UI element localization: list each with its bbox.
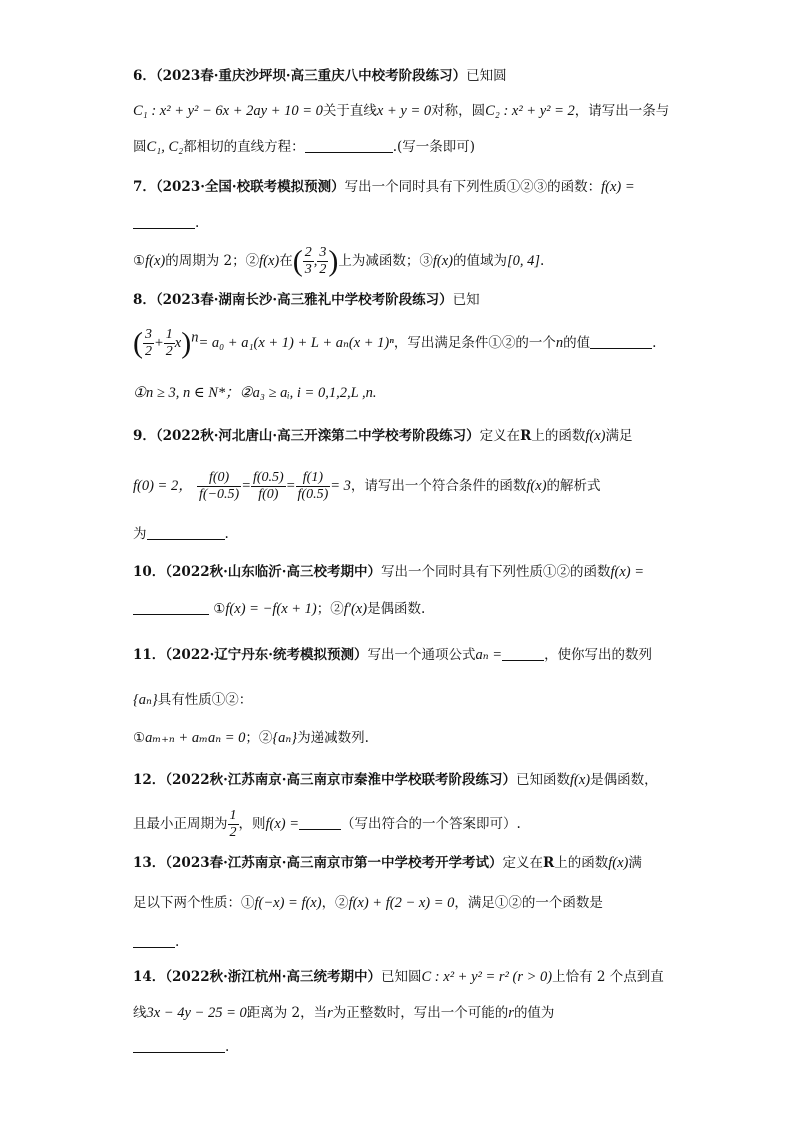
- q13-fx: f(x): [608, 855, 629, 871]
- q9-fx: f(x): [526, 478, 547, 494]
- q6-circle1-eq: C₁ : x² + y² − 6x + 2ay + 10 = 0: [133, 103, 323, 119]
- q13-line1: [133, 853, 642, 873]
- q7-line1: [133, 177, 635, 197]
- q10-line2: [133, 599, 425, 619]
- q13-text: 定义在: [502, 855, 544, 871]
- q7-paren: ): [328, 244, 339, 278]
- q6-text: .(写一条即可): [392, 139, 476, 155]
- q9-frac: $\frac{f(1)}{f(0.5)}$: [297, 470, 329, 502]
- q9-eq: = 3: [330, 478, 351, 494]
- q7-text: 在: [279, 253, 293, 269]
- q11-text: ①: [133, 730, 146, 746]
- q13-math: f(x) + f(2 − x) = 0: [348, 895, 455, 911]
- q13-text: ，满足①②的一个函数是: [454, 895, 603, 911]
- q10-text: 写出一个同时具有下列性质①②的函数: [381, 564, 611, 580]
- q14-line2: [133, 1003, 554, 1023]
- q7-text: .: [195, 215, 200, 231]
- q9-text: 的解析式: [546, 478, 601, 494]
- q14-text: 线: [133, 1005, 147, 1021]
- q10-source: 10．（2022秋·山东临沂·高三校考期中）: [133, 564, 382, 580]
- q10-text: ①: [213, 601, 226, 617]
- q9-frac: $\frac{f(0)}{f(-0.5)}$: [199, 470, 240, 502]
- answer-blank[interactable]: [590, 334, 652, 349]
- q8-text: 已知: [452, 292, 480, 308]
- q11-source: 11．（2022·辽宁丹东·统考模拟预测）: [133, 647, 368, 663]
- q13-text: ，②: [321, 895, 349, 911]
- q9-source: 9．（2022秋·河北唐山·高三开滦第二中学校考阶段练习）: [133, 428, 480, 444]
- q14-line1: [133, 967, 664, 987]
- q9-f0: f(0) = 2，: [133, 478, 193, 494]
- q11-math: aₘ₊ₙ + aₘaₙ = 0: [145, 730, 246, 746]
- q11-an: aₙ =: [475, 647, 503, 663]
- q6-text: ，请写出一条与: [574, 103, 670, 119]
- q10-line1: [133, 562, 644, 582]
- q7-fx: f(x) =: [601, 179, 635, 195]
- q8-conditions: ①n ≥ 3, n ∈ N*；②a₃ ≥ aᵢ, i = 0,1,2,L ,n.: [133, 385, 377, 401]
- q14-text: 为正整数时，写出一个可能的: [332, 1005, 509, 1021]
- answer-blank[interactable]: [299, 815, 341, 830]
- q9-R: R: [520, 428, 532, 444]
- q8-text: .: [652, 335, 657, 351]
- q13-math: f(−x) = f(x): [254, 895, 322, 911]
- q6-text: 已知圆: [466, 68, 507, 84]
- q9-text: 为: [133, 526, 147, 542]
- q14-r: r: [327, 1005, 333, 1021]
- q13-source: 13．（2023春·江苏南京·高三南京市第一中学校考开学考试）: [133, 855, 503, 871]
- q7-text: 的值域为: [453, 253, 507, 269]
- q8-line1: [133, 290, 480, 310]
- q14-line3: [133, 1037, 229, 1057]
- q8-source: 8．（2023春·湖南长沙·高三雅礼中学校考阶段练习）: [133, 292, 453, 308]
- q8-line2: ( $\frac{3}{2}$ + $\frac{1}{2}$ x)$^n$= a₀ + a₁(x + 1) + L + aₙ(x + 1)ⁿ，写出满足条件①②的一个n的值 .: [133, 326, 657, 360]
- q11-math: {aₙ}: [272, 730, 298, 746]
- q8-paren: (: [133, 326, 143, 360]
- q10-fx: f(x) =: [610, 564, 645, 580]
- q8-text: ，写出满足条件①②的一个: [393, 335, 556, 351]
- q9-fx: f(x): [585, 428, 606, 444]
- q8-paren: ): [181, 326, 192, 360]
- q10-math: f′(x): [343, 601, 368, 617]
- q6-source: 6．（2023春·重庆沙坪坝·高三重庆八中校考阶段练习）: [133, 68, 467, 84]
- q9-line2: f(0) = 2， $\frac{f(0)}{f(-0.5)}$ = $\frac{f(0.5)}{f(0)}$ = $\frac{f(1)}{f(0.5)}$ = 3，请写出一个符合条件的函数f(x)的解析式: [133, 470, 601, 502]
- q6-circles: C₁, C₂: [146, 139, 184, 155]
- q9-text: .: [224, 526, 229, 542]
- answer-blank[interactable]: [133, 933, 175, 948]
- q7-text: ①: [133, 253, 146, 269]
- q7-line2: [133, 213, 199, 233]
- q6-line-eq: x + y = 0: [376, 103, 432, 119]
- answer-blank[interactable]: [502, 646, 544, 661]
- q11-text: ，使你写出的数列: [544, 647, 653, 663]
- q11-seq: {aₙ}: [133, 692, 158, 708]
- q11-text: 写出一个通项公式: [367, 647, 476, 663]
- q7-math: f(x): [145, 253, 166, 269]
- q8-line3: [133, 383, 377, 403]
- q7-frac: $\frac{2}{3}$: [304, 245, 312, 277]
- q7-paren: (: [292, 244, 303, 278]
- q7-math: f(x): [259, 253, 280, 269]
- answer-blank[interactable]: [133, 214, 195, 229]
- q9-line3: [133, 524, 229, 544]
- q6-line3: [133, 137, 475, 157]
- q14-text: 距离为 2，当: [246, 1005, 328, 1021]
- q8-expansion: = a₀ + a₁(x + 1) + L + aₙ(x + 1)ⁿ: [198, 335, 394, 351]
- q7-frac: $\frac{3}{2}$: [319, 245, 327, 277]
- q7-text: 的周期为 2；②: [165, 253, 260, 269]
- q11-line1: [133, 645, 652, 665]
- q9-frac: $\frac{f(0.5)}{f(0)}$: [253, 470, 284, 502]
- q7-source: 7．（2023·全国·校联考模拟预测）: [133, 179, 345, 195]
- q12-fx: f(x) =: [265, 816, 300, 832]
- q8-frac: $\frac{3}{2}$: [145, 327, 152, 359]
- q12-text: 且最小正周期为: [133, 816, 228, 832]
- q14-circle-eq: C : x² + y² = r² (r > 0): [421, 969, 553, 985]
- q12-frac: $\frac{1}{2}$: [229, 808, 237, 840]
- q10-text: ；②: [316, 601, 344, 617]
- q14-text: 上恰有 2 个点到直: [552, 969, 664, 985]
- answer-blank[interactable]: [133, 600, 209, 615]
- q6-text: 对称，圆: [431, 103, 486, 119]
- q7-math: f(x): [432, 253, 453, 269]
- q13-text: 满: [628, 855, 642, 871]
- q6-text: 都相切的直线方程：: [183, 139, 305, 155]
- q14-r: r: [508, 1005, 514, 1021]
- q12-text: （写出符合的一个答案即可）.: [341, 816, 521, 832]
- q12-line2: [133, 808, 521, 841]
- q9-text: 上的函数: [531, 428, 586, 444]
- q7-range: [0, 4]: [507, 253, 541, 269]
- q13-text: 足以下两个性质：①: [133, 895, 255, 911]
- q14-text: 的值为: [513, 1005, 555, 1021]
- answer-blank[interactable]: [147, 525, 225, 540]
- q10-math: f(x) = −f(x + 1): [225, 601, 317, 617]
- q13-text: .: [175, 934, 180, 950]
- q12-source: 12．（2022秋·江苏南京·高三南京市秦淮中学校联考阶段练习）: [133, 772, 517, 788]
- q8-frac: $\frac{1}{2}$: [165, 327, 173, 359]
- q9-text: 满足: [605, 428, 633, 444]
- q12-text: ，则: [238, 816, 266, 832]
- q11-text: 具有性质①②：: [157, 692, 253, 708]
- q9-text: 定义在: [479, 428, 521, 444]
- q14-source: 14．（2022秋·浙江杭州·高三统考期中）: [133, 969, 382, 985]
- q7-line3: ①f(x)的周期为 2；②f(x)在( $\frac{2}{3}$ , $\frac{3}{2}$ )上为减函数；③f(x)的值域为[0, 4].: [133, 244, 545, 278]
- q11-text: 为递减数列.: [297, 730, 369, 746]
- q10-text: 是偶函数.: [367, 601, 426, 617]
- q14-text: .: [225, 1039, 230, 1055]
- q9-line1: [133, 426, 632, 446]
- q6-line2: [133, 101, 669, 121]
- q12-fx: f(x): [570, 772, 591, 788]
- q12-text: 已知函数: [516, 772, 571, 788]
- q14-line-eq: 3x − 4y − 25 = 0: [146, 1005, 247, 1021]
- q6-text: 关于直线: [322, 103, 377, 119]
- q8-text: 的值: [563, 335, 591, 351]
- q11-line3: [133, 728, 369, 748]
- q11-text: ；②: [245, 730, 273, 746]
- q14-text: 已知圆: [381, 969, 422, 985]
- q11-line2: [133, 690, 252, 710]
- q12-line1: [133, 770, 658, 790]
- answer-blank[interactable]: [305, 138, 393, 153]
- q12-text: 是偶函数，: [590, 772, 658, 788]
- q13-R: R: [543, 855, 555, 871]
- q7-text: 上为减函数；③: [338, 253, 433, 269]
- q9-text: ，请写出一个符合条件的函数: [350, 478, 527, 494]
- q13-line3: [133, 932, 179, 952]
- q8-n: n: [555, 335, 564, 351]
- q6-circle2-eq: C₂ : x² + y² = 2: [485, 103, 575, 119]
- answer-blank[interactable]: [133, 1038, 225, 1053]
- q6-text: 圆: [133, 139, 147, 155]
- q6-line1: [133, 66, 507, 86]
- q13-text: 上的函数: [554, 855, 609, 871]
- q7-text: 写出一个同时具有下列性质①②③的函数：: [344, 179, 602, 195]
- q7-text: .: [540, 253, 545, 269]
- q13-line2: [133, 893, 603, 913]
